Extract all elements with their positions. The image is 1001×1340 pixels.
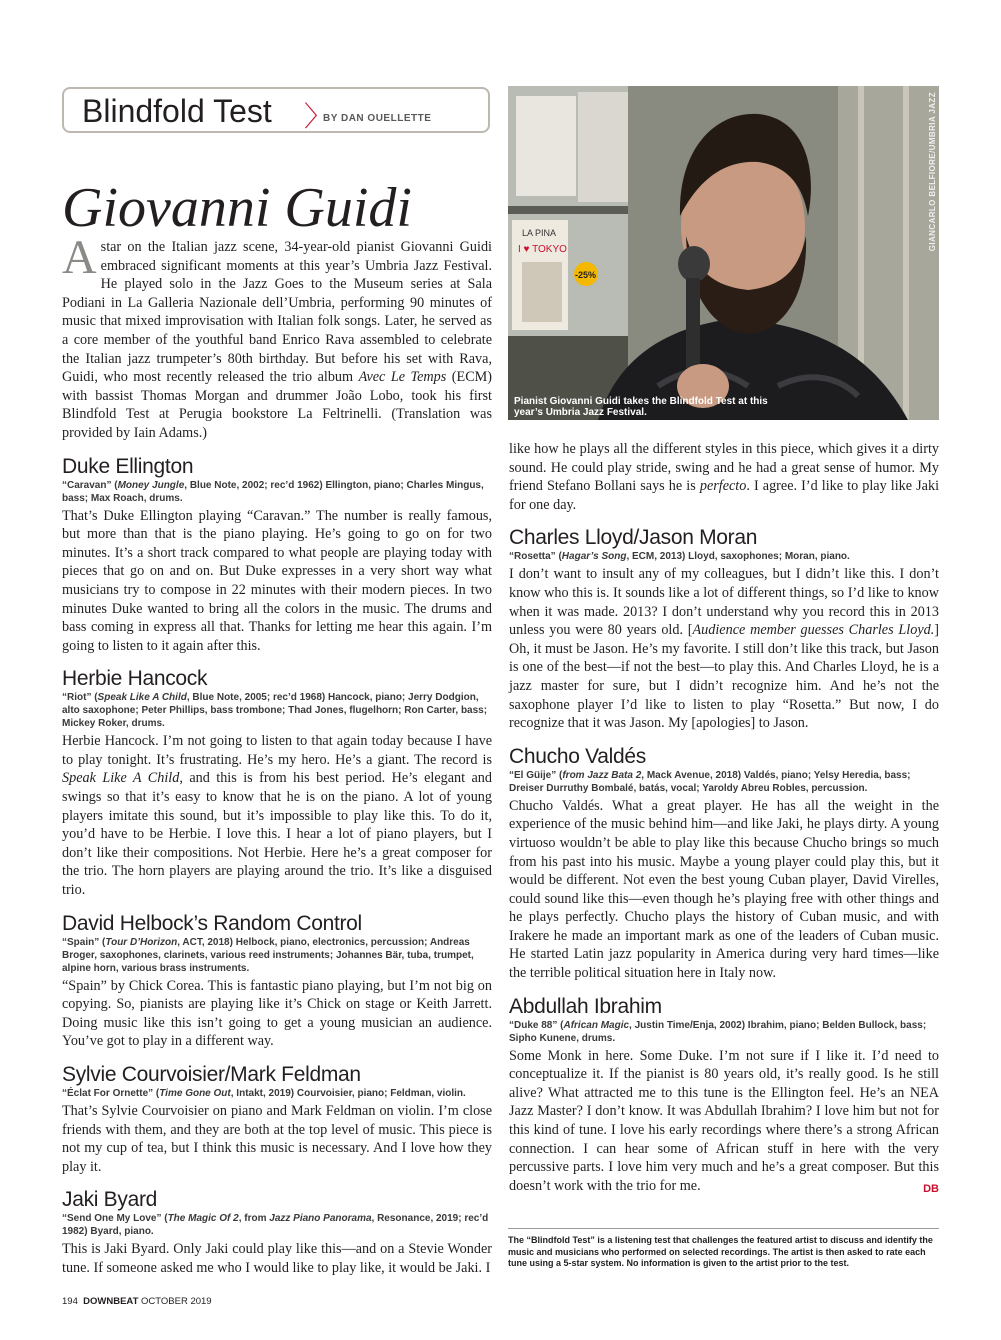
- discography: “Duke 88” (African Magic, Justin Time/Enja, 2002) Ibrahim, piano; Belden Bullock, bass; Sipho Kunene, drums.: [509, 1019, 927, 1044]
- review-body-continued: like how he plays all the different styles in this piece, which gives it a dirty sound. He could play stride, swing and he had a great sense of humor. My friend Stefano Bollani says he is perfecto. I agree. I’d like to play like Jaki for one day.: [509, 441, 940, 513]
- photo-caption: Pianist Giovanni Guidi takes the Blindfold Test at this year’s Umbria Jazz Festival.: [514, 396, 768, 418]
- review-ellington: [62, 455, 492, 656]
- chevron-right-icon: 〉: [304, 101, 333, 132]
- end-mark: DB: [923, 1182, 939, 1195]
- section-title: Blindfold Test: [82, 93, 272, 129]
- review-body: That’s Duke Ellington playing “Caravan.” The number is really famous, but more than that is the piano playing. He’s going to go on for two minutes. It’s a short track compared to what people are playing today with pieces that go on and on. But Duke expresses in a very short way what musicians try to compose in 22 minutes with their modern pieces. In two minutes Duke wanted to bring all the colors in the music. The drums and bass coming in express all that. Thanks for letting me hear this again. I’m going to listen to it again after this.: [62, 507, 492, 654]
- review-artist: Herbie Hancock: [62, 667, 208, 691]
- right-column: [509, 440, 939, 1198]
- photo-credit: GIANCARLO BELFIORE/UMBRIA JAZZ: [928, 92, 937, 252]
- byline: BY DAN OUELLETTE: [323, 113, 432, 124]
- book-title: LA PINA: [522, 228, 557, 238]
- blindfold-note: The “Blindfold Test” is a listening test that challenges the featured artist to discuss and identify the music and musicians who performed on selected recordings. The artist is then asked to rate each tune using a 5-star system. No information is given to the artist prior to the test.: [508, 1235, 933, 1268]
- review-courvoisier: [62, 1063, 492, 1176]
- review-artist: Duke Ellington: [62, 454, 194, 478]
- review-body: Some Monk in here. Some Duke. I’m not sure if I like it. I’d need to conceptualize it. If the pianist is 80 years old, it’s really good. Is he still alive? What attracted me to this tune is the Ellington feel. He’s an NEA Jazz Master? I don’t know. It was Abdullah Ibrahim? I love him but not for this kind of tune. I love his early recordings where there’s a strong African connection. I can hear some of African stuff in here with the very percussive parts. I love him very much and he’s a great composer. But this doesn’t work with the trio for me. DB: [509, 1047, 939, 1196]
- discography: “Caravan” (Money Jungle, Blue Note, 2002; rec’d 1962) Ellington, piano; Charles Mingus, bass; Max Roach, drums.: [62, 479, 484, 504]
- review-body: That’s Sylvie Courvoisier on piano and Mark Feldman on violin. I’m close friends with them, and they are both at the top level of music. This piece is not my cup of tea, but I think this music is necessary. And I love how they play it.: [62, 1103, 492, 1175]
- issue-date: OCTOBER 2019: [141, 1296, 212, 1307]
- section-header: [62, 87, 490, 133]
- review-ibrahim: [509, 995, 939, 1196]
- artist-photo: [508, 86, 939, 420]
- album-title: Avec Le Temps: [358, 369, 447, 386]
- discography: “El Güije” (from Jazz Bata 2, Mack Avenue, 2018) Valdés, piano; Yelsy Heredia, bass; Dreiser Durruthy Bombalé, batás, vocal; Yaroldy Abreu Robles, percussion.: [509, 769, 911, 794]
- review-hancock: [62, 667, 492, 899]
- divider: [508, 1228, 939, 1229]
- review-artist: Jaki Byard: [62, 1188, 158, 1212]
- page-number: 194: [62, 1296, 78, 1307]
- review-artist: Charles Lloyd/Jason Moran: [509, 526, 758, 550]
- review-body: Chucho Valdés. What a great player. He has all the weight in the experience of the music behind him—and like Jaki, he plays dirty. A young virtuoso wouldn’t be able to play like this because Chucho brings so much from his past into his music. Maybe a young player could play this, but it would be different. Not even the best young Cuban player, David Virelles, could sound like this—even though he’s playing free with other things and he plays perfectly. Chucho plays the history of Cuban music, and with Irakere he made an important mark as one of the leaders of Cuban music. He started Latin jazz popularity in America during very hard times—like the terrible political situation here in Italy now.: [509, 797, 939, 982]
- discography: “Rosetta” (Hagar’s Song, ECM, 2013) Lloyd, saxophones; Moran, piano.: [509, 551, 850, 563]
- review-lloyd-moran: [509, 526, 939, 732]
- discography: “Send One My Love” (The Magic Of 2, from Jazz Piano Panorama, Resonance, 2019; rec’d 1982) Byard, piano.: [62, 1213, 489, 1238]
- review-body: I don’t want to insult any of my colleagues, but I didn’t like this. I don’t know who this is. It sounds like a lot of different things, so I’d like to know when it was made. 2013? I don’t understand why you record this in 2013 unless you were 80 years old. [Audience member guesses Charles Lloyd.] Oh, it must be Jason. He’s my favorite. I still don’t like this track, but Jason is one of the best—if not the best—to play this. And Charles Lloyd, he is a jazz master for sure, but I didn’t recognize him. And he’s not the saxophone player I’d like to listen to play “Rosetta.” But now, I do recognize that it was Jason. My [apologies] to Jason.: [509, 566, 939, 732]
- review-artist: Sylvie Courvoisier/Mark Feldman: [62, 1063, 361, 1086]
- page-title: Giovanni Guidi: [62, 177, 412, 239]
- review-helbock: [62, 912, 492, 1051]
- discography: “Éclat For Ornette” (Time Gone Out, Intakt, 2019) Courvoisier, piano; Feldman, violin.: [62, 1088, 466, 1099]
- review-artist: Chucho Valdés: [509, 744, 646, 768]
- review-artist: Abdullah Ibrahim: [509, 994, 662, 1018]
- review-byard: [62, 1188, 492, 1277]
- discography: “Spain” (Tour D’Horizon, ACT, 2018) Helbock, piano, electronics, percussion; Andreas Broger, saxophones, clarinets, various reed instruments; Johannes Bär, tuba, trumpet, alpine horn, various brass instruments.: [62, 936, 474, 974]
- review-artist: David Helbock’s Random Control: [62, 911, 362, 935]
- magazine-name: DOWNBEAT: [83, 1296, 139, 1307]
- review-body: This is Jaki Byard. Only Jaki could play like this—and on a Stevie Wonder tune. If someone asked me who I would like to play like, it would be Jaki. I: [62, 1241, 492, 1276]
- review-valdes: [509, 745, 939, 983]
- review-body: “Spain” by Chick Corea. This is fantastic piano playing, but I’m not big on copying. So, pianists are playing like it’s Chick on stage or Keith Jarrett. Doing music like this isn’t going to get a young musician an audience. You’ve got to play in a different way.: [62, 977, 492, 1050]
- review-body: Herbie Hancock. I’m not going to listen to that again today because I have to play tonight. It’s frustrating. He’s my hero. He’s a giant. The record is Speak Like A Child, and this is from his best period. He’s elegant and swings so that it’s easy to know that he is on the piano. A lot of young players imitate this sound, but it’s impossible to play like this. To do it, you’d have to be Herbie. I love this. I hear a lot of piano players, but I don’t like their compositions. Not Herbie. Here he’s a great composer for the trio. The horn players are playing around the trio. It’s like a disguised trio.: [62, 733, 492, 899]
- book-title: I ♥ TOKYO: [518, 244, 567, 255]
- price-badge: -25%: [575, 270, 597, 280]
- drop-cap: A: [62, 231, 97, 284]
- discography: “Riot” (Speak Like A Child, Blue Note, 2005; rec’d 1968) Hancock, piano; Jerry Dodgion, alto saxophone; Peter Phillips, bass trombone; Thad Jones, flugelhorn; Ron Carter, bass; Mickey Roker, drums.: [62, 692, 488, 730]
- left-column: [62, 231, 492, 1278]
- page-footer: [62, 1296, 212, 1307]
- intro-paragraph: A star on the Italian jazz scene, 34-year-old pianist Giovanni Guidi embraced significant moments at this year’s Umbria Jazz Festival. He played solo in the Jazz Goes to the Museum series at Sala Podiani in La Galleria Nazionale dell’Umbria, performing 90 minutes of music that mixed improvisation with Italian folk songs. Later, he served as a core member of the youthful band Enrico Rava assembled to celebrate the Italian jazz trumpeter’s 80th birthday. But before his set with Rava, Guidi, who most recently released the trio album Avec Le Temps (ECM) with bassist Thomas Morgan and drummer João Lobo, took his first Blindfold Test at Perugia bookstore La Feltrinelli. (Translation was provided by Iain Adams.): [62, 231, 492, 441]
